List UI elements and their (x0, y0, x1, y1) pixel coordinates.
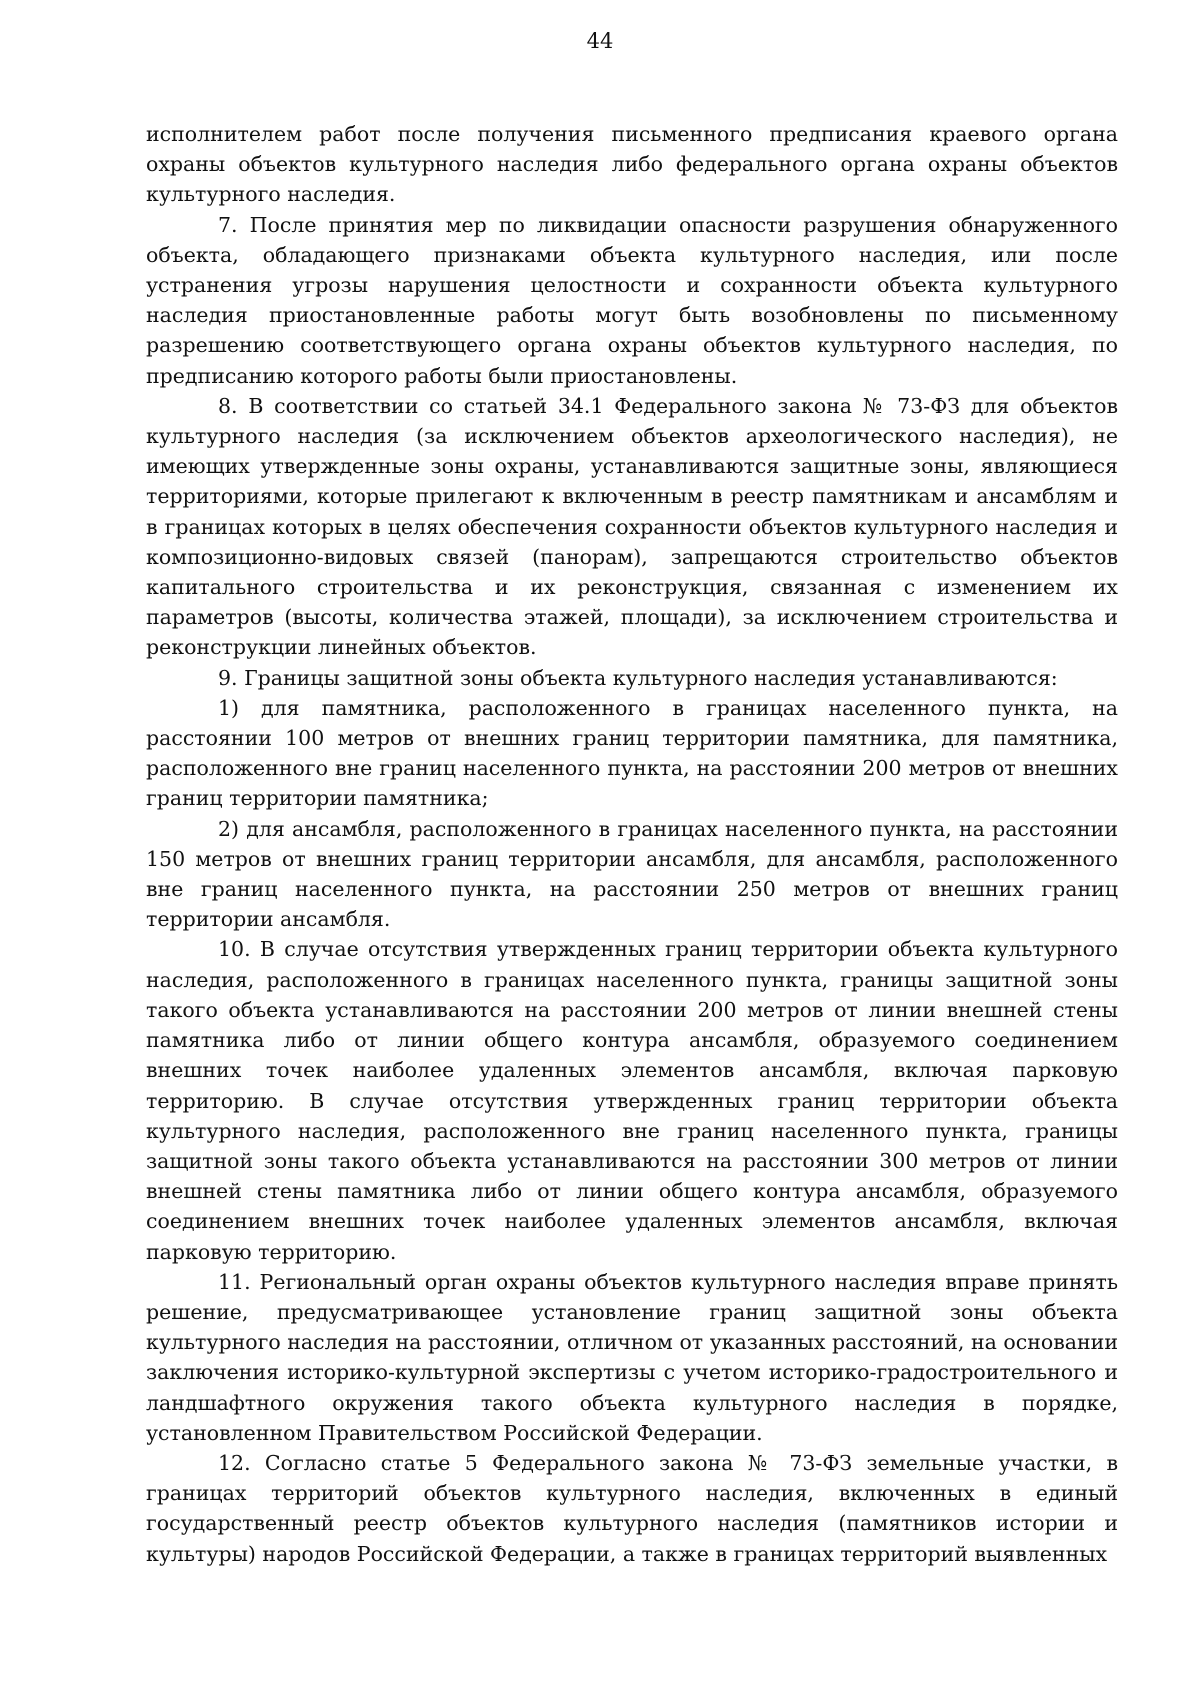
paragraph-10: 10. В случае отсутствия утвержденных границ территории объекта культурного наследия, расположенного в границах населенного пункта, границы защитной зоны такого объекта устанавливаются на расстоянии 200 метров от линии внешней стены памятника либо от линии общего контура ансамбля, образуемого соединением внешних точек наиболее удаленных элементов ансамбля, включая парковую территорию. В случае отсутствия утвержденных границ территории объекта культурного наследия, расположенного вне границ населенного пункта, границы защитной зоны такого объекта устанавливаются на расстоянии 300 метров от линии внешней стены памятника либо от линии общего контура ансамбля, образуемого соединением внешних точек наиболее удаленных элементов ансамбля, включая парковую территорию. (146, 937, 1118, 1264)
paragraph-9-item-1: 1) для памятника, расположенного в границах населенного пункта, на расстоянии 100 метров от внешних границ территории памятника, для памятника, расположенного вне границ населенного пункта, на расстоянии 200 метров от внешних границ территории памятника; (146, 695, 1118, 811)
paragraph-11: 11. Региональный орган охраны объектов культурного наследия вправе принять решение, предусматривающее установление границ защитной зоны объекта культурного наследия на расстоянии, отличном от указанных расстояний, на основании заключения историко-культурной экспертизы с учетом историко-градостроительного и ландшафтного окружения такого объекта культурного наследия в порядке, установленном Правительством Российской Федерации. (146, 1269, 1118, 1445)
document-body (146, 119, 1118, 1569)
paragraph-12: 12. Согласно статье 5 Федерального закона № 73-ФЗ земельные участки, в границах территорий объектов культурного наследия, включенных в единый государственный реестр объектов культурного наследия (памятников истории и культуры) народов Российской Федерации, а также в границах территорий выявленных (146, 1450, 1118, 1566)
page-number: 44 (586, 29, 614, 53)
paragraph-continuation: исполнителем работ после получения письменного предписания краевого органа охраны объектов культурного наследия либо федерального органа охраны объектов культурного наследия. (146, 122, 1118, 207)
paragraph-8: 8. В соответствии со статьей 34.1 Федерального закона № 73-ФЗ для объектов культурного наследия (за исключением объектов археологического наследия), не имеющих утвержденные зоны охраны, устанавливаются защитные зоны, являющиеся территориями, которые прилегают к включенным в реестр памятникам и ансамблям и в границах которых в целях обеспечения сохранности объектов культурного наследия и композиционно-видовых связей (панорам), запрещаются строительство объектов капитального строительства и их реконструкция, связанная с изменением их параметров (высоты, количества этажей, площади), за исключением строительства и реконструкции линейных объектов. (146, 393, 1118, 660)
paragraph-9-item-2: 2) для ансамбля, расположенного в границах населенного пункта, на расстоянии 150 метров от внешних границ территории ансамбля, для ансамбля, расположенного вне границ населенного пункта, на расстоянии 250 метров от внешних границ территории ансамбля. (146, 816, 1118, 932)
paragraph-9: 9. Границы защитной зоны объекта культурного наследия устанавливаются: (218, 665, 1058, 690)
paragraph-7: 7. После принятия мер по ликвидации опасности разрушения обнаруженного объекта, обладающего признаками объекта культурного наследия, или после устранения угрозы нарушения целостности и сохранности объекта культурного наследия приостановленные работы могут быть возобновлены по письменному разрешению соответствующего органа охраны объектов культурного наследия, по предписанию которого работы были приостановлены. (146, 212, 1118, 388)
